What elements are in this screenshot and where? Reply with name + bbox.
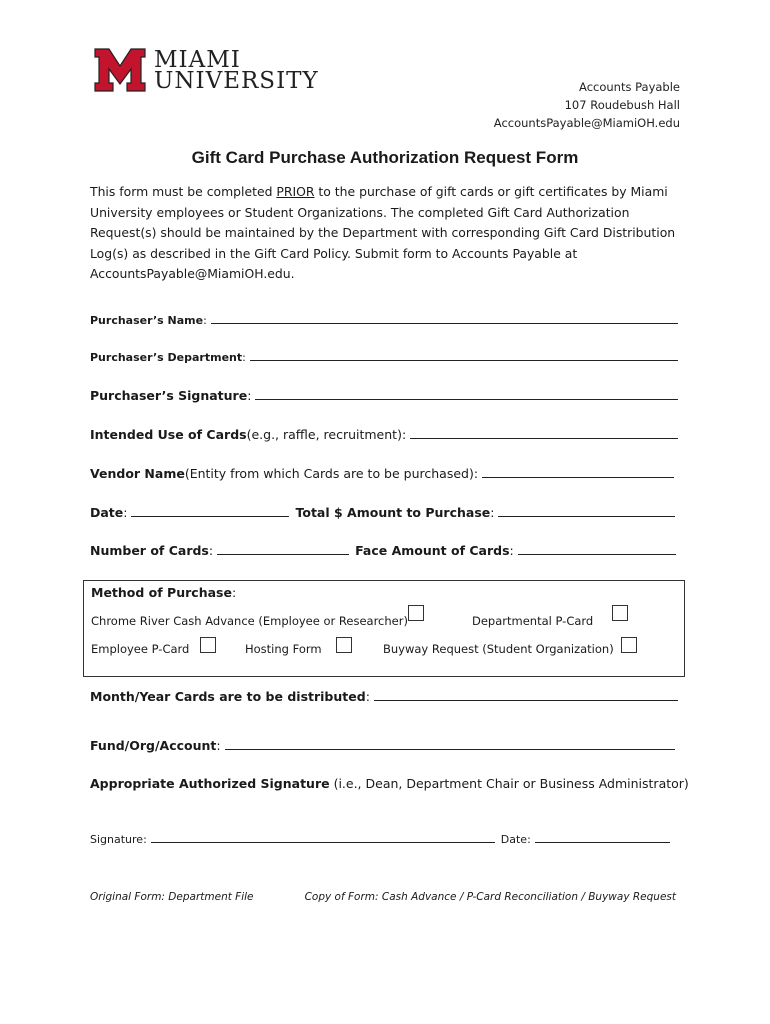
field-label: Vendor Name: [90, 466, 185, 481]
field-label: Date: [90, 505, 124, 520]
date-label: Date:: [500, 833, 531, 846]
purchaser-name-field[interactable]: [90, 314, 678, 327]
field-colon: :: [242, 351, 246, 364]
option-label: Departmental P-Card: [472, 614, 594, 628]
option-label: Hosting Form: [245, 642, 322, 656]
hosting-form-checkbox[interactable]: [336, 637, 352, 653]
field-hint: (e.g., raffle, recruitment):: [246, 427, 407, 442]
option-label: Employee P-Card: [91, 642, 190, 656]
university-logo: [94, 48, 146, 96]
intro-paragraph: [90, 182, 690, 285]
address-line: 107 Roudebush Hall: [564, 98, 680, 112]
number-of-cards-line[interactable]: [217, 553, 349, 555]
vendor-name-field[interactable]: [90, 466, 674, 481]
authorized-signature-heading: [90, 776, 689, 791]
block-m-logo-icon: [94, 48, 146, 92]
address-block: [494, 78, 680, 132]
purchaser-name-line[interactable]: [211, 322, 678, 324]
logo-name-line1: MIAMI: [154, 47, 241, 73]
field-label: Purchaser’s Signature: [90, 388, 248, 403]
fund-org-account-field[interactable]: [90, 738, 675, 753]
purchaser-department-line[interactable]: [250, 359, 678, 361]
field-label: Face Amount of Cards: [355, 543, 510, 558]
field-colon: :: [123, 505, 128, 520]
field-label: Purchaser’s Name: [90, 314, 204, 327]
intended-use-line[interactable]: [410, 437, 678, 439]
logo-name-line2: UNIVERSITY: [154, 68, 319, 94]
intended-use-field[interactable]: [90, 427, 678, 442]
signature-label: Signature:: [90, 833, 147, 846]
field-label: Total $ Amount to Purchase: [295, 505, 491, 520]
chrome-river-checkbox[interactable]: [408, 605, 424, 621]
fund-org-account-line[interactable]: [225, 748, 675, 750]
authorized-date-line[interactable]: [535, 841, 670, 843]
field-label: Month/Year Cards are to be distributed: [90, 689, 366, 704]
field-colon: :: [208, 543, 214, 558]
option-label: Buyway Request (Student Organization): [383, 642, 614, 656]
vendor-name-line[interactable]: [482, 476, 674, 478]
field-colon: :: [247, 388, 252, 403]
purchaser-signature-field[interactable]: [90, 388, 678, 403]
option-label: Chrome River Cash Advance (Employee or Researcher): [91, 614, 408, 628]
form-title: Gift Card Purchase Authorization Request Form: [191, 148, 579, 167]
intro-text: to the purchase of gift cards or gift certificates by Miami University employees or Student Organizations. The completed Gift Card Authorization Request(s) should be maintained by the Department with corresponding Gift Card Distribution Log(s) as described in the Gift Card Policy. Submit form to Accounts Payable at AccountsPayable@MiamiOH.edu.: [90, 184, 676, 281]
field-colon: :: [509, 543, 514, 558]
field-colon: :: [203, 314, 207, 327]
departmental-pcard-checkbox[interactable]: [612, 605, 628, 621]
field-label: Number of Cards: [90, 543, 209, 558]
address-line: Accounts Payable: [579, 80, 680, 94]
cards-count-row: [90, 543, 676, 558]
field-label: Purchaser’s Department: [90, 351, 243, 364]
purchaser-signature-line[interactable]: [255, 398, 678, 400]
field-colon: :: [231, 585, 237, 600]
total-amount-line[interactable]: [498, 515, 675, 517]
month-year-field[interactable]: [90, 689, 678, 704]
field-hint: (Entity from which Cards are to be purchased):: [184, 466, 479, 481]
authorization-hint: (i.e., Dean, Department Chair or Business Administrator): [329, 776, 689, 791]
authorized-signature-line[interactable]: [151, 841, 495, 843]
date-line[interactable]: [131, 515, 289, 517]
date-total-row: [90, 505, 675, 520]
field-colon: :: [365, 689, 370, 704]
field-label: Fund/Org/Account: [90, 738, 217, 753]
intro-text: This form must be completed: [90, 184, 277, 199]
field-colon: :: [216, 738, 221, 753]
face-amount-line[interactable]: [518, 553, 676, 555]
employee-pcard-checkbox[interactable]: [200, 637, 216, 653]
field-label: Intended Use of Cards: [90, 427, 247, 442]
intro-emphasis: PRIOR: [276, 184, 315, 199]
field-colon: :: [490, 505, 495, 520]
method-title-text: Method of Purchase: [91, 585, 232, 600]
authorization-heading-text: Appropriate Authorized Signature: [90, 776, 330, 791]
purchaser-department-field[interactable]: [90, 351, 678, 364]
month-year-line[interactable]: [374, 699, 678, 701]
authorized-signature-row: [90, 833, 670, 846]
footer-copy: Copy of Form: Cash Advance / P-Card Reconciliation / Buyway Request: [304, 891, 676, 903]
method-title: [91, 585, 236, 600]
buyway-request-checkbox[interactable]: [621, 637, 637, 653]
footer-original: Original Form: Department File: [90, 891, 254, 903]
address-email: AccountsPayable@MiamiOH.edu: [493, 116, 680, 130]
